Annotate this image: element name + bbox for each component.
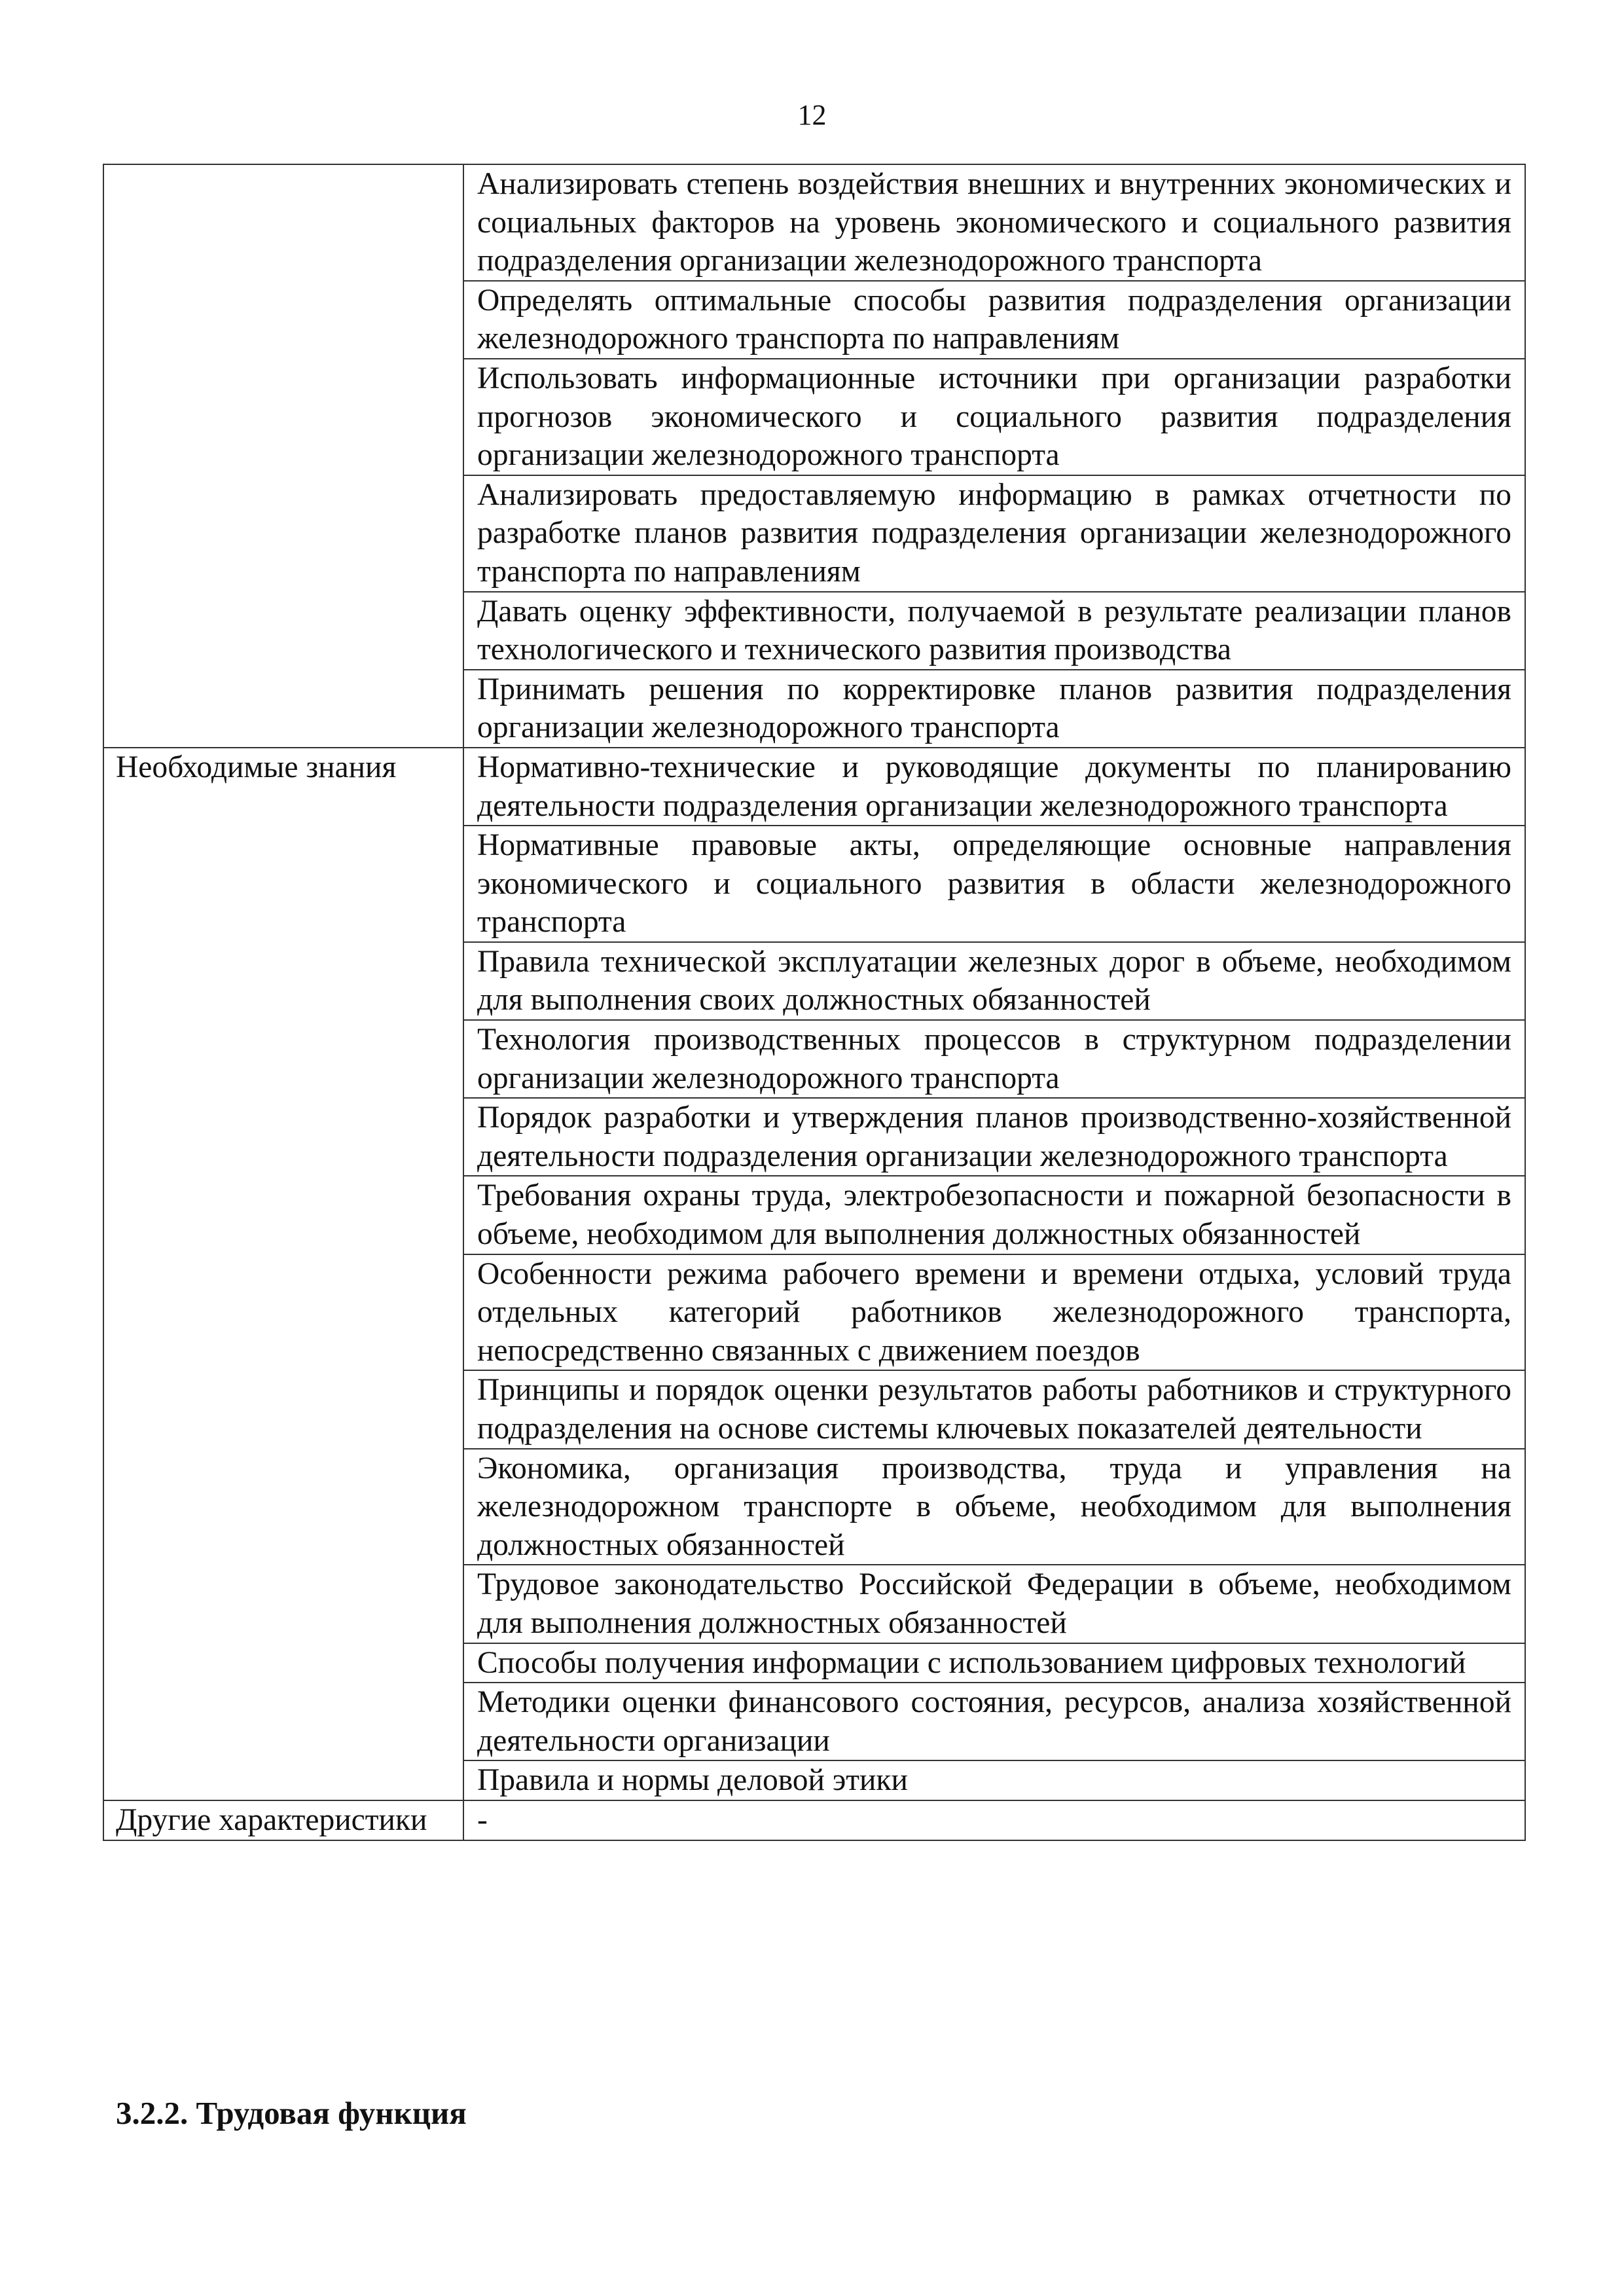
table-cell: Использовать информационные источники при организации разработки прогнозов экономического и социального развития подразделения организации железнодорожного транспорта <box>463 359 1525 475</box>
table-cell: Анализировать предоставляемую информацию в рамках отчетности по разработке планов развития подразделения организации железнодорожного транспорта по направлениям <box>463 475 1525 592</box>
section-heading: 3.2.2. Трудовая функция <box>116 2095 467 2131</box>
table-cell: Правила технической эксплуатации железных дорог в объеме, необходимом для выполнения своих должностных обязанностей <box>463 942 1525 1020</box>
table-row <box>103 164 1525 281</box>
page-number: 12 <box>797 99 827 131</box>
table-cell: Технология производственных процессов в структурном подразделении организации железнодорожного транспорта <box>463 1020 1525 1098</box>
table-cell: Принципы и порядок оценки результатов работы работников и структурного подразделения на основе системы ключевых показателей деятельности <box>463 1370 1525 1448</box>
table-cell: Давать оценку эффективности, получаемой в результате реализации планов технологического и технического развития производства <box>463 592 1525 670</box>
row-label-required-knowledge: Необходимые знания <box>103 748 463 1800</box>
table-cell: Экономика, организация производства, труда и управления на железнодорожном транспорте в объеме, необходимом для выполнения должностных обязанностей <box>463 1449 1525 1565</box>
table-cell: Анализировать степень воздействия внешних и внутренних экономических и социальных факторов на уровень экономического и социального развития подразделения организации железнодорожного транспорта <box>463 164 1525 281</box>
characteristics-table <box>103 164 1526 1841</box>
table-cell: Требования охраны труда, электробезопасности и пожарной безопасности в объеме, необходимом для выполнения должностных обязанностей <box>463 1176 1525 1254</box>
table-row <box>103 1800 1525 1840</box>
row-label <box>103 164 463 748</box>
table-row <box>103 748 1525 826</box>
table-cell: Определять оптимальные способы развития подразделения организации железнодорожного транспорта по направлениям <box>463 281 1525 359</box>
table-cell: Правила и нормы деловой этики <box>463 1760 1525 1800</box>
table-cell: Особенности режима рабочего времени и времени отдыха, условий труда отдельных категорий работников железнодорожного транспорта, непосредственно связанных с движением поездов <box>463 1254 1525 1371</box>
table-cell: - <box>463 1800 1525 1840</box>
table-cell: Способы получения информации с использованием цифровых технологий <box>463 1643 1525 1683</box>
table-cell: Нормативно-технические и руководящие документы по планированию деятельности подразделения организации железнодорожного транспорта <box>463 748 1525 826</box>
table-cell: Методики оценки финансового состояния, ресурсов, анализа хозяйственной деятельности организации <box>463 1683 1525 1760</box>
table-cell: Трудовое законодательство Российской Федерации в объеме, необходимом для выполнения должностных обязанностей <box>463 1565 1525 1643</box>
table-cell: Порядок разработки и утверждения планов производственно-хозяйственной деятельности подразделения организации железнодорожного транспорта <box>463 1098 1525 1176</box>
table-cell: Принимать решения по корректировке планов развития подразделения организации железнодорожного транспорта <box>463 670 1525 748</box>
table-cell: Нормативные правовые акты, определяющие основные направления экономического и социального развития в области железнодорожного транспорта <box>463 826 1525 942</box>
row-label-other-characteristics: Другие характеристики <box>103 1800 463 1840</box>
